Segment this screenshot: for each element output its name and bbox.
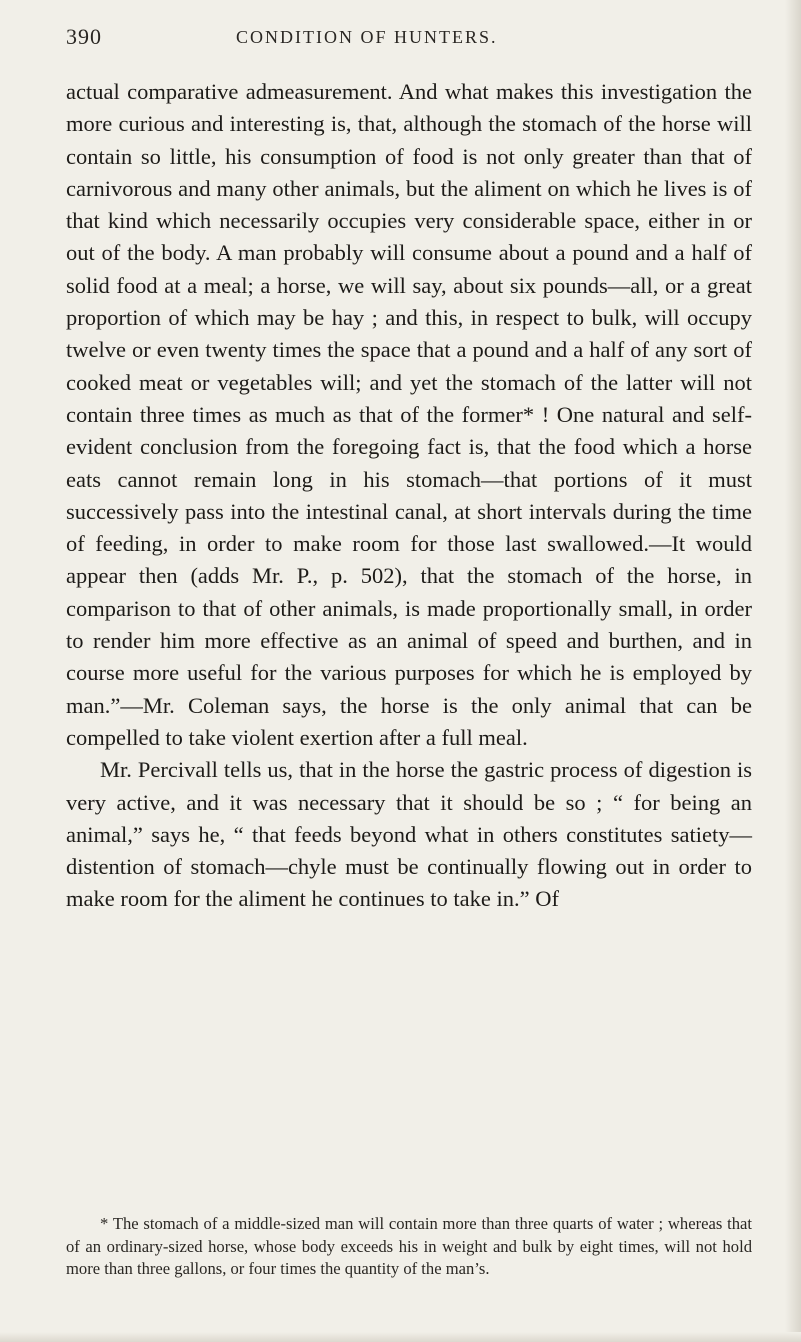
page-edge-shadow [785, 0, 801, 1342]
paragraph-2: Mr. Percivall tells us, that in the horse the gastric process of digestion is very active, and it was necessary that it should be so ; “ for being an animal,” says he, “ that feeds beyond what in others constitutes satiety—distention of stomach—chyle must be continually flowing out in order to make room for the aliment he continues to take in.” Of [66, 757, 752, 912]
page-header [66, 24, 746, 58]
page-bottom-edge [0, 1332, 801, 1342]
paragraph-1: actual comparative admeasurement. And what makes this investigation the more curious and interesting is, that, although the stomach of the horse will contain so little, his consumption of food is not only greater than that of carnivorous and many other animals, but the aliment on which he lives is of that kind which necessarily occupies very considerable space, either in or out of the body. A man probably will consume about a pound and a half of solid food at a meal; a horse, we will say, about six pounds—all, or a great proportion of which may be hay ; and this, in respect to bulk, will occupy twelve or even twenty times the space that a pound and a half of any sort of cooked meat or vegetables will; and yet the stomach of the latter will not contain three times as much as that of the former* ! One natural and self-evident conclusion from the foregoing fact is, that the food which a horse eats cannot remain long in his stomach—that portions of it must successively pass into the intestinal canal, at short intervals during the time of feeding, in order to make room for those last swallowed.—It would appear then (adds Mr. P., p. 502), that the stomach of the horse, in comparison to that of other animals, is made proportionally small, in order to render him more effective as an animal of speed and burthen, and in course more useful for the various purposes for which he is employed by man.”—Mr. Coleman says, the horse is the only animal that can be compelled to take violent exertion after a full meal. [66, 79, 752, 750]
page-number: 390 [66, 24, 102, 49]
running-head: CONDITION OF HUNTERS. [236, 27, 498, 47]
footnote: * The stomach of a middle-sized man will contain more than three quarts of water ; whereas that of an ordinary-sized horse, whose body exceeds his in weight and bulk by eight times, will not hold more than three gallons, or four times the quantity of the man’s. [66, 1214, 752, 1279]
body-text [66, 76, 752, 916]
